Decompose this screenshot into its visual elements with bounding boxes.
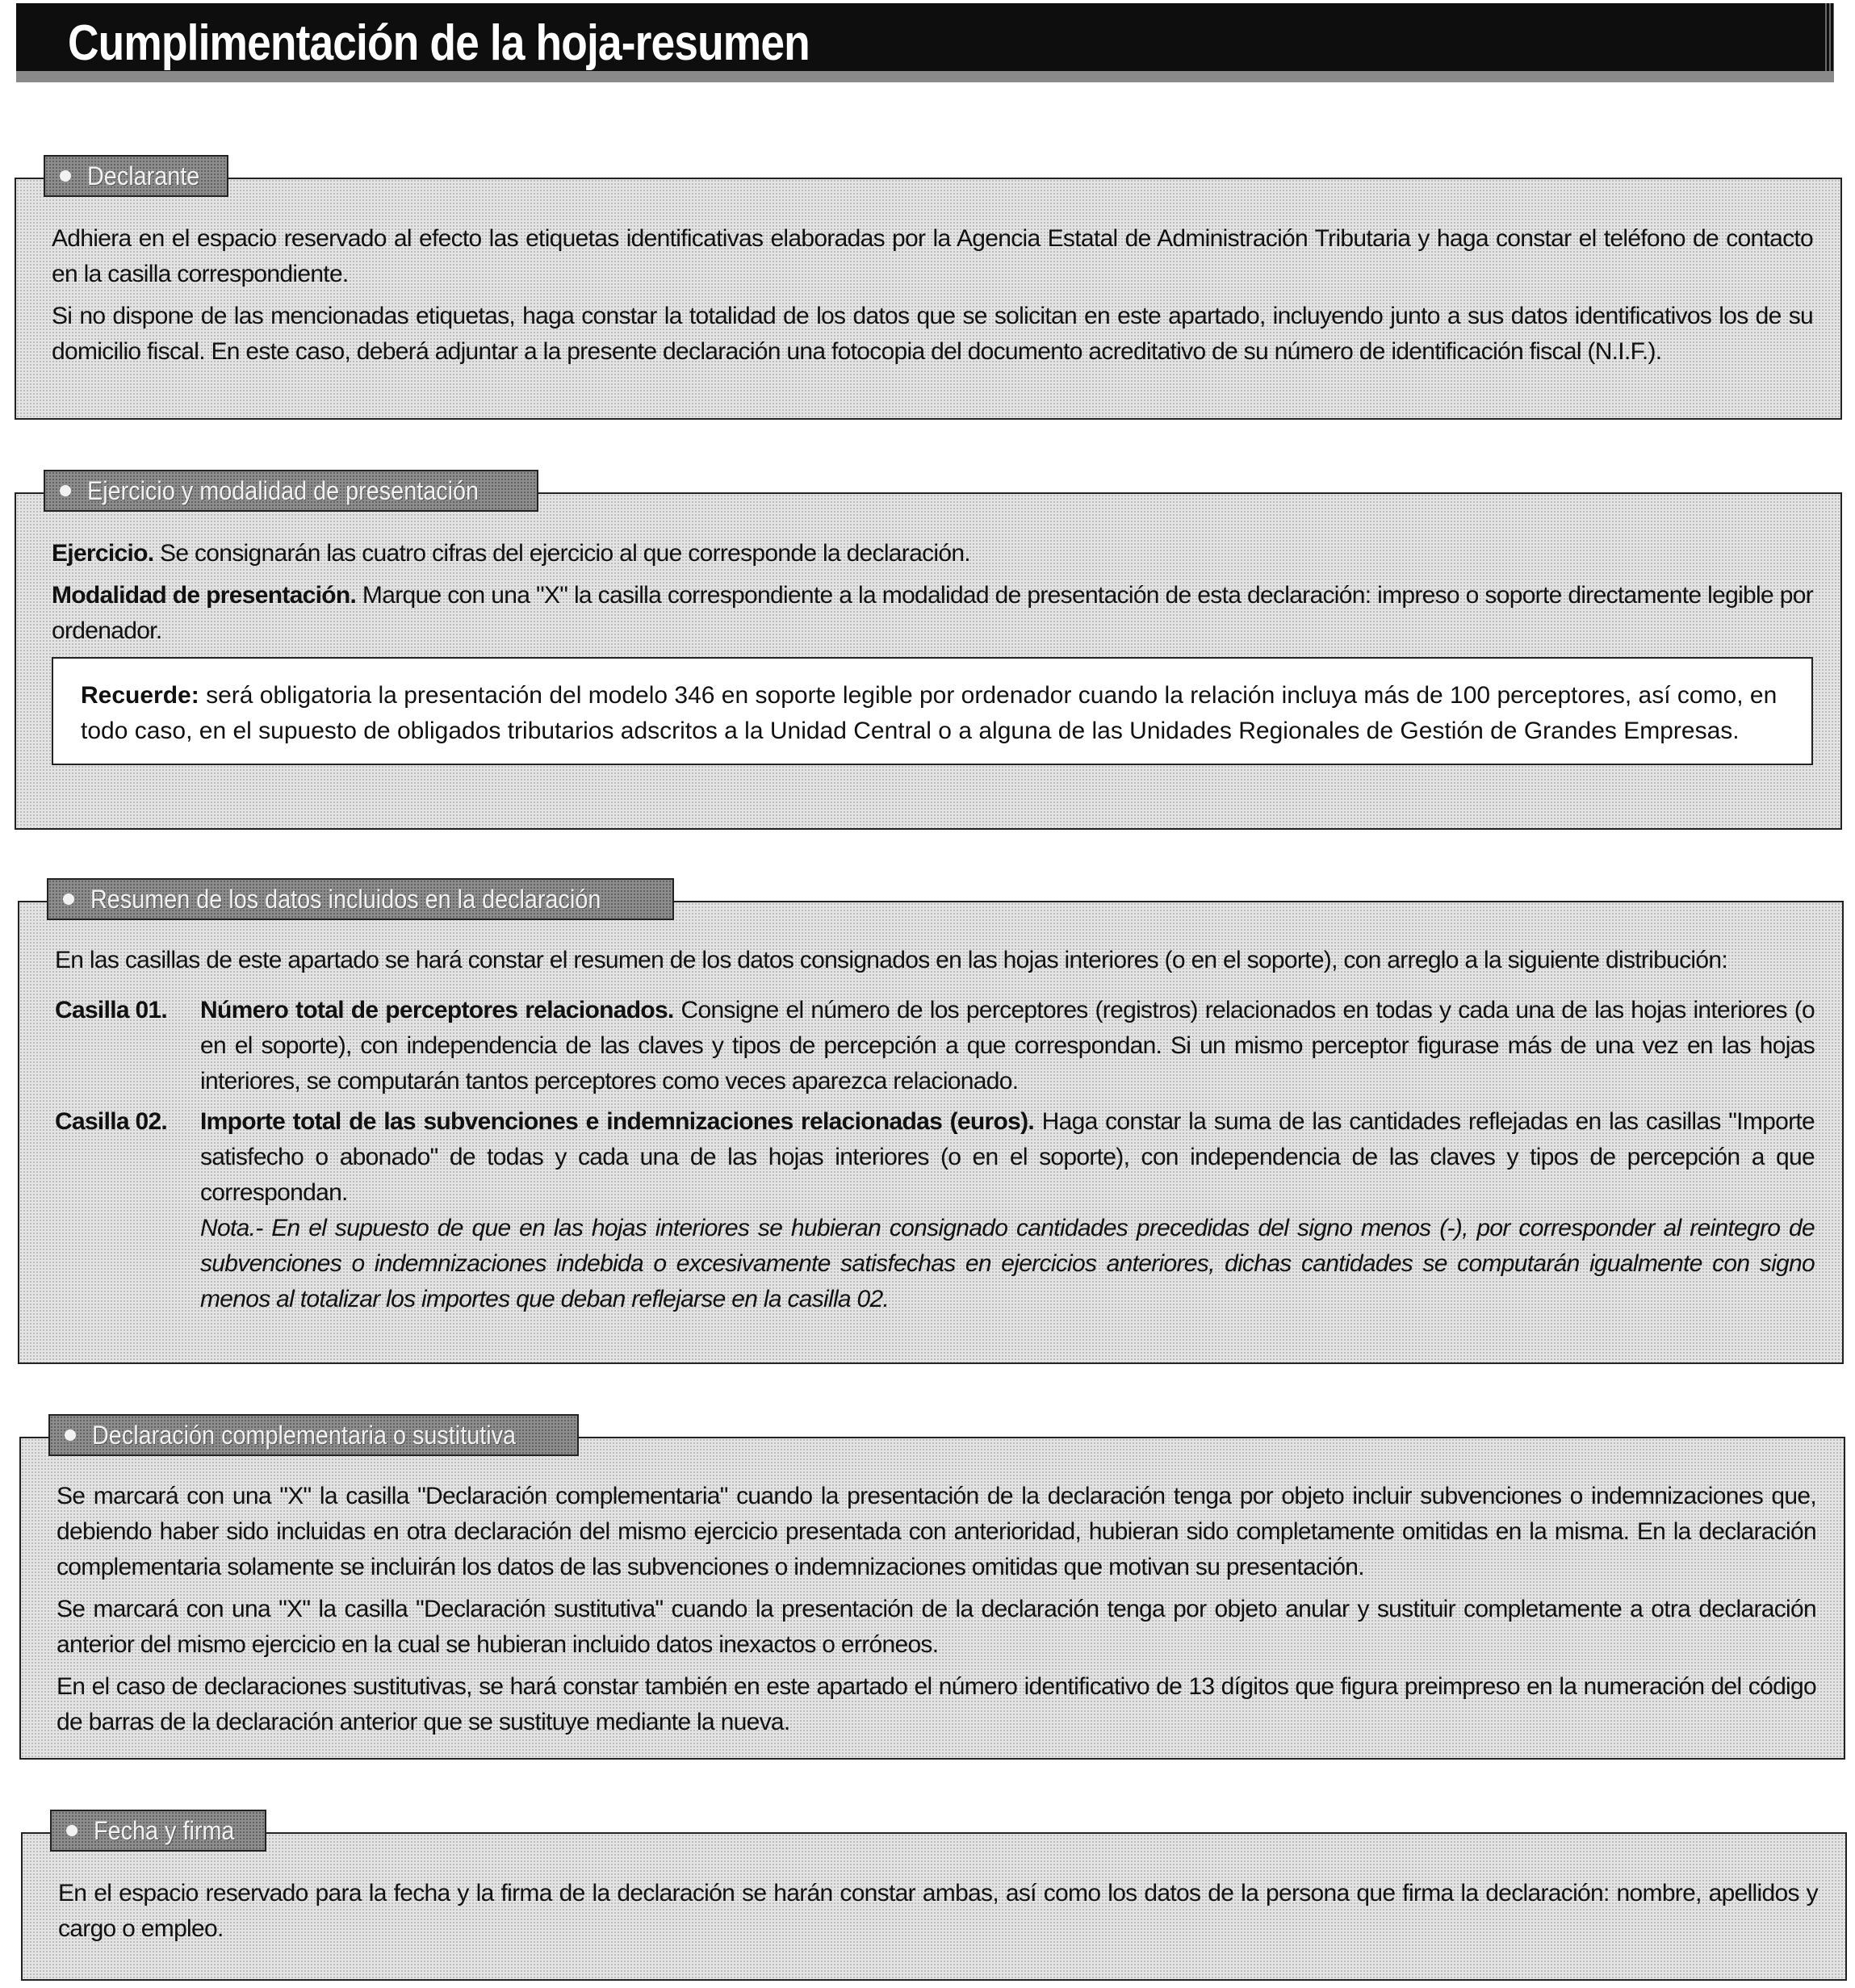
bullet-icon xyxy=(60,485,71,496)
complementaria-paragraph-1: Se marcará con una "X" la casilla "Declaración complementaria" cuando la presentación de la declaración tenga por objeto incluir subvenciones o indemnizaciones que, debiendo haber sido incluidas en otra declaración del mismo ejercicio presentada con anterioridad, hubieran sido completamente omitidas en la misma. En la declaración complementaria solamente se incluirán los datos de las subvenciones o indemnizaciones omitidas que motivan su presentación. xyxy=(57,1483,1816,1580)
section-declarante xyxy=(15,161,1842,420)
ejercicio-text: Se consignarán las cuatro cifras del ejercicio al que corresponde la declaración. xyxy=(160,540,970,567)
bullet-icon xyxy=(60,170,71,182)
ejercicio-label: Ejercicio. xyxy=(52,540,154,567)
recuerde-text: será obligatoria la presentación del modelo 346 en soporte legible por ordenador cuando la relación incluya más de 100 perceptores, así como, en todo caso, en el supuesto de obligados tributarios adscritos a la Unidad Central o a alguna de las Unidades Regionales de Gestión de Grandes Empresas. xyxy=(81,682,1778,744)
section-tab-resumen xyxy=(47,878,674,920)
title-bar-edge xyxy=(1823,3,1834,71)
complementaria-paragraph-2: Se marcará con una "X" la casilla "Declaración sustitutiva" cuando la presentación de la declaración tenga por objeto anular y sustituir completamente a otra declaración anterior del mismo ejercicio en la cual se hubieran incluido datos inexactos o erróneos. xyxy=(57,1596,1816,1658)
section-tab-label: Declarante xyxy=(87,161,200,190)
section-tab-complementaria xyxy=(48,1414,579,1456)
section-tab-label: Fecha y firma xyxy=(94,1815,235,1845)
casilla-01-text: Consigne el número de los perceptores (registros) relacionados en todas y cada una de las hojas interiores (o en el soporte), con independencia de las claves y tipos de percepción a que correspondan. Si un mismo perceptor figurase más de una vez en las hojas interiores, se computarán tantos perceptores como veces aparezca relacionado. xyxy=(200,997,1815,1094)
section-tab-declarante xyxy=(44,155,228,197)
section-tab-label: Resumen de los datos incluidos en la declaración xyxy=(90,884,601,914)
complementaria-paragraph-3: En el caso de declaraciones sustitutivas, se hará constar también en este apartado el número identificativo de 13 dígitos que figura preimpreso en la numeración del código de barras de la declaración anterior que se sustituye mediante la nueva. xyxy=(57,1673,1816,1735)
casilla-02-label: Casilla 02. xyxy=(55,1108,168,1135)
casilla-02-text: Haga constar la suma de las cantidades reflejadas en las casillas "Importe satisfecho o abonado" de todas y cada una de las hojas interiores (o en el soporte), con independencia de las claves y tipos de percepción a que correspondan. xyxy=(200,1108,1815,1206)
modalidad-paragraph xyxy=(52,578,1813,649)
casilla-01-item xyxy=(55,993,1815,1099)
bullet-icon xyxy=(63,894,74,905)
casilla-02-title: Importe total de las subvenciones e indemnizaciones relacionadas (euros). xyxy=(200,1108,1035,1135)
casilla-01-label: Casilla 01. xyxy=(55,997,168,1023)
fecha-paragraph: En el espacio reservado para la fecha y la firma de la declaración se harán constar ambas, así como los datos de la persona que firma la declaración: nombre, apellidos y cargo o empleo. xyxy=(58,1880,1818,1942)
bullet-icon xyxy=(66,1825,77,1836)
section-tab-fecha xyxy=(50,1810,266,1852)
casilla-02-item xyxy=(55,1104,1815,1317)
section-fecha-firma xyxy=(21,1815,1847,1981)
section-resumen xyxy=(18,884,1844,1364)
declarante-paragraph-2: Si no dispone de las mencionadas etiquetas, haga constar la totalidad de los datos que se solicitan en este apartado, incluyendo junto a sus datos identificativos los de su domicilio fiscal. En este caso, deberá adjuntar a la presente declaración una fotocopia del documento acreditativo de su número de identificación fiscal (N.I.F.). xyxy=(52,303,1813,365)
recuerde-label: Recuerde: xyxy=(81,682,199,709)
casilla-01-title: Número total de perceptores relacionados. xyxy=(200,997,674,1023)
page-title-bar xyxy=(16,3,1834,82)
section-ejercicio xyxy=(15,475,1842,830)
section-tab-label: Declaración complementaria o sustitutiva xyxy=(92,1420,517,1450)
modalidad-text: Marque con una "X" la casilla correspondiente a la modalidad de presentación de esta declaración: impreso o soporte directamente legible por ordenador. xyxy=(52,582,1814,644)
casilla-02-nota: Nota.- En el supuesto de que en las hojas interiores se hubieran consignado cantidades precedidas del signo menos (-), por corresponder al reintegro de subvenciones o indemnizaciones indebida o excesivamente satisfechas en ejercicios anteriores, dichas cantidades se computarán igualmente con signo menos al totalizar los importes que deban reflejarse en la casilla 02. xyxy=(200,1215,1815,1312)
section-tab-label: Ejercicio y modalidad de presentación xyxy=(87,475,479,505)
page-title: Cumplimentación de la hoja-resumen xyxy=(68,15,810,71)
recuerde-box xyxy=(52,657,1813,765)
section-tab-ejercicio xyxy=(44,470,538,512)
section-complementaria xyxy=(19,1420,1845,1760)
resumen-intro: En las casillas de este apartado se hará constar el resumen de los datos consignados en las hojas interiores (o en el soporte), con arreglo a la siguiente distribución: xyxy=(55,947,1727,973)
ejercicio-paragraph xyxy=(52,536,1813,571)
declarante-paragraph-1: Adhiera en el espacio reservado al efecto las etiquetas identificativas elaboradas por la Agencia Estatal de Administración Tributaria y haga constar el teléfono de contacto en la casilla correspondiente. xyxy=(52,225,1813,287)
modalidad-label: Modalidad de presentación. xyxy=(52,582,357,609)
bullet-icon xyxy=(65,1429,76,1441)
